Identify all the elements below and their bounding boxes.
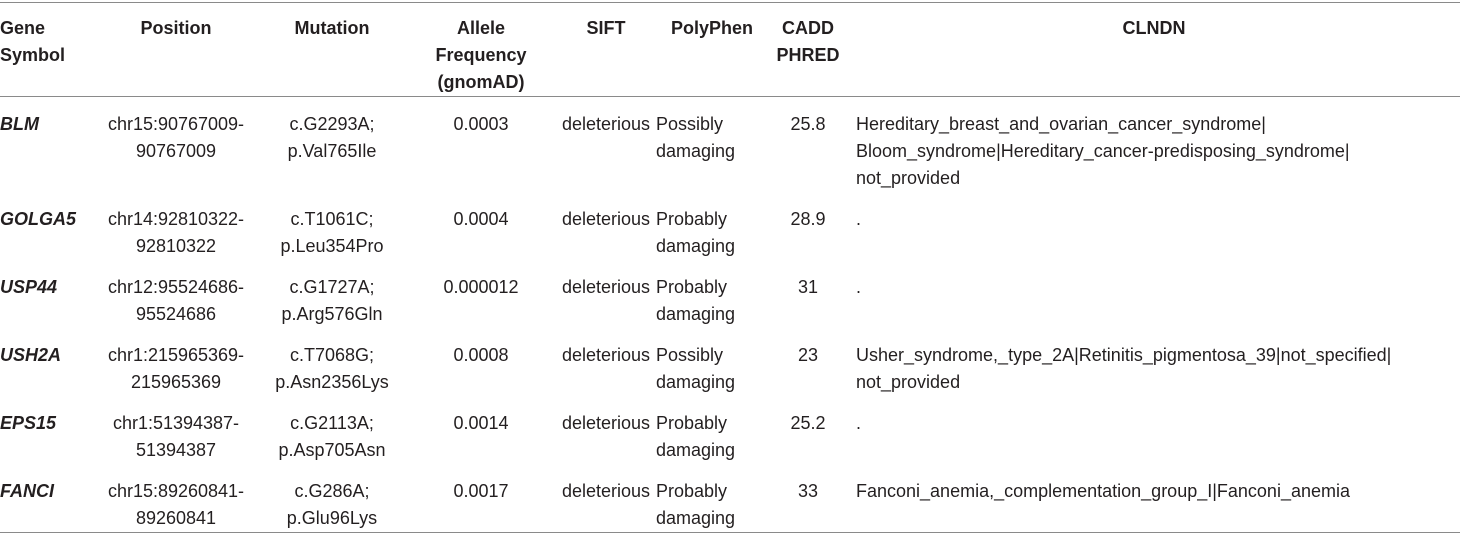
gene-symbol-cell: BLM [0, 114, 39, 134]
polyphen-cell: Probably damaging [656, 413, 736, 460]
table-row [0, 396, 1460, 464]
gene-symbol-cell: USH2A [0, 345, 62, 365]
table-row [0, 97, 1460, 193]
clndn-cell: . [856, 209, 862, 229]
clndn-cell: . [856, 413, 862, 433]
cadd-cell: 31 [797, 277, 819, 297]
clndn-cell: Usher_syndrome,_type_2A|Retinitis_pigmentosa_39|not_specified| not_provided [856, 345, 1392, 392]
variant-table-container [0, 2, 1460, 528]
mutation-cell: c.G2113A; p.Asp705Asn [278, 413, 386, 460]
table-header [0, 3, 1460, 97]
sift-cell: deleterious [561, 481, 651, 501]
header-gene-symbol: Gene Symbol [0, 18, 66, 65]
sift-cell: deleterious [561, 277, 651, 297]
gene-symbol-cell: USP44 [0, 277, 58, 297]
cadd-cell: 33 [797, 481, 819, 501]
position-cell: chr15:90767009- 90767009 [107, 114, 245, 161]
table-row [0, 192, 1460, 260]
header-polyphen: PolyPhen [670, 18, 754, 38]
cadd-cell: 25.8 [790, 114, 826, 134]
table-row [0, 464, 1460, 533]
gene-symbol-cell: EPS15 [0, 413, 57, 433]
mutation-cell: c.G1727A; p.Arg576Gln [281, 277, 383, 324]
header-clndn: CLNDN [1122, 18, 1186, 38]
header-cadd-phred: CADD PHRED [776, 18, 840, 65]
polyphen-cell: Probably damaging [656, 277, 736, 324]
cadd-cell: 25.2 [790, 413, 826, 433]
clndn-cell: . [856, 277, 862, 297]
mutation-cell: c.G286A; p.Glu96Lys [286, 481, 378, 528]
polyphen-cell: Possibly damaging [656, 114, 736, 161]
polyphen-cell: Possibly damaging [656, 345, 736, 392]
table-body [0, 97, 1460, 533]
allele-frequency-cell: 0.0014 [453, 413, 509, 433]
allele-frequency-cell: 0.0017 [453, 481, 509, 501]
position-cell: chr12:95524686- 95524686 [107, 277, 245, 324]
table-row [0, 260, 1460, 328]
position-cell: chr14:92810322- 92810322 [107, 209, 245, 256]
position-cell: chr15:89260841- 89260841 [107, 481, 245, 528]
allele-frequency-cell: 0.0008 [453, 345, 509, 365]
mutation-cell: c.G2293A; p.Val765Ile [287, 114, 377, 161]
position-cell: chr1:51394387- 51394387 [112, 413, 240, 460]
position-cell: chr1:215965369- 215965369 [107, 345, 245, 392]
allele-frequency-cell: 0.0003 [453, 114, 509, 134]
header-sift: SIFT [586, 18, 626, 38]
sift-cell: deleterious [561, 209, 651, 229]
sift-cell: deleterious [561, 413, 651, 433]
header-mutation: Mutation [294, 18, 370, 38]
allele-frequency-cell: 0.0004 [453, 209, 509, 229]
header-position: Position [140, 18, 212, 38]
gene-symbol-cell: FANCI [0, 481, 54, 501]
mutation-cell: c.T1061C; p.Leu354Pro [280, 209, 384, 256]
allele-frequency-cell: 0.000012 [443, 277, 519, 297]
header-allele-frequency: Allele Frequency (gnomAD) [435, 18, 527, 92]
mutation-cell: c.T7068G; p.Asn2356Lys [275, 345, 389, 392]
clndn-cell: Hereditary_breast_and_ovarian_cancer_syndrome| Bloom_syndrome|Hereditary_cancer-predisposing_syndrome| not_provided [856, 114, 1350, 188]
variant-table [0, 2, 1460, 533]
cadd-cell: 23 [797, 345, 819, 365]
sift-cell: deleterious [561, 345, 651, 365]
table-row [0, 328, 1460, 396]
polyphen-cell: Probably damaging [656, 209, 736, 256]
sift-cell: deleterious [561, 114, 651, 134]
cadd-cell: 28.9 [790, 209, 826, 229]
clndn-cell: Fanconi_anemia,_complementation_group_I|Fanconi_anemia [856, 481, 1350, 501]
polyphen-cell: Probably damaging [656, 481, 736, 528]
header-row [0, 3, 1460, 97]
gene-symbol-cell: GOLGA5 [0, 209, 77, 229]
